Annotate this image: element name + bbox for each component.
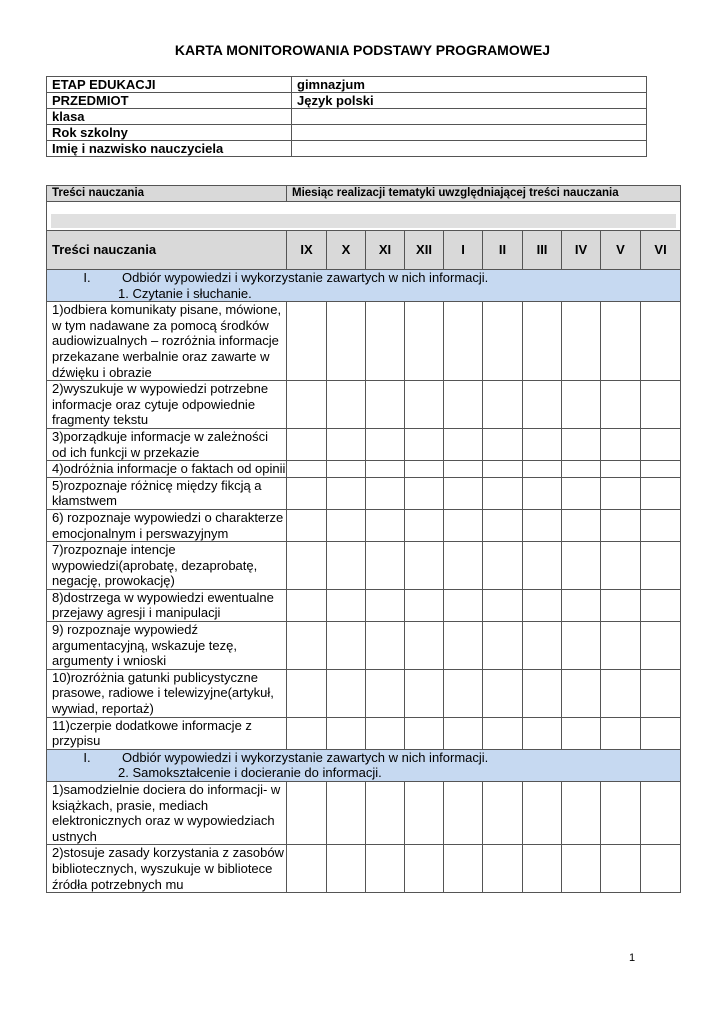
info-label: klasa	[47, 109, 292, 125]
month-cell[interactable]	[405, 669, 444, 717]
month-cell[interactable]	[601, 509, 641, 541]
month-cell[interactable]	[601, 461, 641, 478]
info-label: Imię i nazwisko nauczyciela	[47, 141, 292, 157]
month-cell[interactable]	[641, 542, 681, 590]
info-label: ETAP EDUKACJI	[47, 77, 292, 93]
curriculum-item: 9) rozpoznaje wypowiedź argumentacyjną, wskazuje tezę, argumenty i wnioski	[47, 622, 287, 670]
month-cell[interactable]	[523, 845, 562, 893]
section-header-row	[47, 270, 681, 302]
month-cell[interactable]	[601, 428, 641, 460]
month-cell[interactable]	[366, 622, 405, 670]
month-cell[interactable]	[562, 461, 601, 478]
month-cell[interactable]	[562, 381, 601, 429]
page-title: KARTA MONITOROWANIA PODSTAWY PROGRAMOWEJ	[174, 42, 551, 58]
table-row	[47, 845, 681, 893]
month-cell[interactable]	[483, 717, 523, 749]
month-cell[interactable]	[444, 381, 483, 429]
month-cell[interactable]	[327, 428, 366, 460]
month-cell[interactable]	[287, 717, 327, 749]
month-cell[interactable]	[444, 717, 483, 749]
month-cell[interactable]	[366, 589, 405, 621]
curriculum-item: 1)odbiera komunikaty pisane, mówione, w tym nadawane za pomocą środków audiowizualnych – rozróżnia informacje przekazane werbalnie oraz zawarte w dźwięku i obrazie	[47, 302, 287, 381]
month-cell[interactable]	[327, 302, 366, 381]
month-cell[interactable]	[601, 845, 641, 893]
month-cell[interactable]	[327, 477, 366, 509]
month-cell[interactable]	[287, 461, 327, 478]
curriculum-item: 4)odróżnia informacje o faktach od opinii	[47, 461, 287, 478]
month-cell[interactable]	[327, 381, 366, 429]
header-row	[47, 186, 681, 202]
info-row	[47, 77, 647, 93]
month-cell[interactable]	[405, 381, 444, 429]
curriculum-item: 3)porządkuje informacje w zależności od ich funkcji w przekazie	[47, 428, 287, 460]
month-cell[interactable]	[287, 477, 327, 509]
info-value[interactable]	[292, 141, 647, 157]
month-cell[interactable]	[483, 509, 523, 541]
month-cell[interactable]	[601, 589, 641, 621]
section-header	[47, 270, 681, 302]
month-cell[interactable]	[366, 461, 405, 478]
month-cell[interactable]	[405, 302, 444, 381]
month-cell[interactable]	[287, 542, 327, 590]
month-cell[interactable]	[483, 302, 523, 381]
table-row	[47, 669, 681, 717]
info-label: Rok szkolny	[47, 125, 292, 141]
month-cell[interactable]	[483, 845, 523, 893]
month-cell[interactable]	[287, 428, 327, 460]
month-cell[interactable]	[327, 717, 366, 749]
table-row	[47, 542, 681, 590]
month-cell[interactable]	[444, 542, 483, 590]
month-cell[interactable]	[483, 589, 523, 621]
month-cell[interactable]	[483, 622, 523, 670]
month-cell[interactable]	[444, 428, 483, 460]
month-cell[interactable]	[483, 669, 523, 717]
month-cell[interactable]	[641, 477, 681, 509]
table-row	[47, 717, 681, 749]
curriculum-item: 1)samodzielnie dociera do informacji- w książkach, prasie, mediach elektronicznych oraz w wypowiedziach ustnych	[47, 782, 287, 845]
month-cell[interactable]	[483, 477, 523, 509]
info-row	[47, 109, 647, 125]
info-value[interactable]	[292, 109, 647, 125]
month-cell[interactable]	[523, 428, 562, 460]
month-cell[interactable]	[444, 461, 483, 478]
month-header: XI	[366, 231, 405, 270]
month-header: IV	[562, 231, 601, 270]
curriculum-item: 11)czerpie dodatkowe informacje z przypisu	[47, 717, 287, 749]
month-cell[interactable]	[444, 302, 483, 381]
month-cell[interactable]	[562, 302, 601, 381]
header-spacer-row	[47, 202, 681, 231]
month-cell[interactable]	[366, 477, 405, 509]
section-subtitle: 1. Czytanie i słuchanie.	[118, 285, 252, 301]
month-cell[interactable]	[327, 782, 366, 845]
month-cell[interactable]	[366, 302, 405, 381]
month-cell[interactable]	[287, 381, 327, 429]
month-cell[interactable]	[562, 542, 601, 590]
month-cell[interactable]	[523, 461, 562, 478]
month-header: III	[523, 231, 562, 270]
table-row	[47, 381, 681, 429]
month-cell[interactable]	[641, 589, 681, 621]
month-header: VI	[641, 231, 681, 270]
month-cell[interactable]	[641, 428, 681, 460]
table-row	[47, 782, 681, 845]
month-cell[interactable]	[641, 302, 681, 381]
table-row	[47, 622, 681, 670]
month-cell[interactable]	[444, 669, 483, 717]
month-cell[interactable]	[641, 717, 681, 749]
section-header-row	[47, 749, 681, 781]
month-header: IX	[287, 231, 327, 270]
month-cell[interactable]	[405, 589, 444, 621]
curriculum-item: 10)rozróżnia gatunki publicystyczne prasowe, radiowe i telewizyjne(artykuł, wywiad, reportaż)	[47, 669, 287, 717]
curriculum-item: 5)rozpoznaje różnicę między fikcją a kłamstwem	[47, 477, 287, 509]
month-cell[interactable]	[523, 542, 562, 590]
month-cell[interactable]	[444, 782, 483, 845]
month-cell[interactable]	[327, 542, 366, 590]
month-cell[interactable]	[405, 542, 444, 590]
month-cell[interactable]	[483, 782, 523, 845]
month-cell[interactable]	[405, 622, 444, 670]
month-cell[interactable]	[523, 477, 562, 509]
month-cell[interactable]	[641, 381, 681, 429]
month-cell[interactable]	[523, 782, 562, 845]
month-cell[interactable]	[405, 717, 444, 749]
section-title: Odbiór wypowiedzi i wykorzystanie zawartych w nich informacji.	[122, 749, 489, 765]
month-cell[interactable]	[327, 461, 366, 478]
info-value[interactable]: gimnazjum	[292, 77, 647, 93]
month-cell[interactable]	[483, 381, 523, 429]
month-header: V	[601, 231, 641, 270]
month-cell[interactable]	[641, 509, 681, 541]
month-cell[interactable]	[523, 589, 562, 621]
month-cell[interactable]	[562, 782, 601, 845]
month-cell[interactable]	[444, 509, 483, 541]
info-value[interactable]: Język polski	[292, 93, 647, 109]
table-row	[47, 302, 681, 381]
month-cell[interactable]	[601, 477, 641, 509]
month-header: I	[444, 231, 483, 270]
month-cell[interactable]	[601, 381, 641, 429]
month-cell[interactable]	[405, 845, 444, 893]
header-content-label: Treści nauczania	[47, 186, 287, 202]
month-cell[interactable]	[405, 461, 444, 478]
curriculum-table	[46, 185, 681, 893]
month-cell[interactable]	[562, 717, 601, 749]
month-cell[interactable]	[483, 461, 523, 478]
month-cell[interactable]	[562, 477, 601, 509]
header-month-label: Miesiąc realizacji tematyki uwzględniającej treści nauczania	[287, 186, 681, 202]
curriculum-item: 7)rozpoznaje intencje wypowiedzi(aprobatę, dezaprobatę, negację, prowokację)	[47, 542, 287, 590]
month-cell[interactable]	[366, 428, 405, 460]
month-cell[interactable]	[287, 845, 327, 893]
month-cell[interactable]	[287, 589, 327, 621]
month-cell[interactable]	[287, 509, 327, 541]
info-label: PRZEDMIOT	[47, 93, 292, 109]
curriculum-item: 8)dostrzega w wypowiedzi ewentualne przejawy agresji i manipulacji	[47, 589, 287, 621]
table-row	[47, 477, 681, 509]
month-cell[interactable]	[405, 509, 444, 541]
month-cell[interactable]	[523, 381, 562, 429]
month-cell[interactable]	[601, 302, 641, 381]
month-cell[interactable]	[366, 381, 405, 429]
section-title: Odbiór wypowiedzi i wykorzystanie zawartych w nich informacji.	[122, 270, 489, 285]
month-cell[interactable]	[641, 845, 681, 893]
month-cell[interactable]	[444, 622, 483, 670]
month-cell[interactable]	[641, 782, 681, 845]
month-cell[interactable]	[601, 669, 641, 717]
month-cell[interactable]	[562, 622, 601, 670]
month-cell[interactable]	[444, 477, 483, 509]
month-cell[interactable]	[641, 461, 681, 478]
month-cell[interactable]	[523, 509, 562, 541]
month-cell[interactable]	[405, 428, 444, 460]
month-cell[interactable]	[327, 669, 366, 717]
month-header: II	[483, 231, 523, 270]
month-cell[interactable]	[601, 717, 641, 749]
month-cell[interactable]	[601, 782, 641, 845]
month-cell[interactable]	[641, 622, 681, 670]
month-cell[interactable]	[287, 302, 327, 381]
month-cell[interactable]	[287, 782, 327, 845]
table-row	[47, 428, 681, 460]
info-value[interactable]	[292, 125, 647, 141]
month-cell[interactable]	[366, 845, 405, 893]
header-spacer	[47, 202, 681, 231]
table-row	[47, 589, 681, 621]
curriculum-item: 2)stosuje zasady korzystania z zasobów bibliotecznych, wyszukuje w bibliotece źródła potrzebnych mu	[47, 845, 287, 893]
month-header-row	[47, 231, 681, 270]
month-cell[interactable]	[523, 717, 562, 749]
month-cell[interactable]	[366, 542, 405, 590]
month-cell[interactable]	[523, 669, 562, 717]
month-cell[interactable]	[366, 669, 405, 717]
month-cell[interactable]	[327, 622, 366, 670]
info-row	[47, 141, 647, 157]
month-cell[interactable]	[562, 669, 601, 717]
month-cell[interactable]	[562, 845, 601, 893]
curriculum-item: 6) rozpoznaje wypowiedzi o charakterze emocjonalnym i perswazyjnym	[47, 509, 287, 541]
section-header	[47, 749, 681, 781]
month-cell[interactable]	[562, 589, 601, 621]
row-label-header: Treści nauczania	[47, 231, 287, 270]
month-cell[interactable]	[483, 542, 523, 590]
month-cell[interactable]	[327, 845, 366, 893]
month-cell[interactable]	[444, 589, 483, 621]
info-row	[47, 93, 647, 109]
month-cell[interactable]	[287, 669, 327, 717]
info-table	[46, 76, 647, 157]
month-cell[interactable]	[405, 477, 444, 509]
month-cell[interactable]	[562, 509, 601, 541]
table-row	[47, 461, 681, 478]
month-header: X	[327, 231, 366, 270]
page-number: 1	[629, 952, 636, 964]
table-row	[47, 509, 681, 541]
section-number: I.	[83, 749, 91, 765]
month-cell[interactable]	[287, 622, 327, 670]
month-cell[interactable]	[523, 302, 562, 381]
month-cell[interactable]	[327, 509, 366, 541]
month-cell[interactable]	[483, 428, 523, 460]
month-cell[interactable]	[405, 782, 444, 845]
month-cell[interactable]	[601, 622, 641, 670]
month-cell[interactable]	[523, 622, 562, 670]
curriculum-item: 2)wyszukuje w wypowiedzi potrzebne informacje oraz cytuje odpowiednie fragmenty tekstu	[47, 381, 287, 429]
month-cell[interactable]	[601, 542, 641, 590]
month-cell[interactable]	[562, 428, 601, 460]
section-subtitle: 2. Samokształcenie i docieranie do informacji.	[118, 765, 382, 781]
month-cell[interactable]	[327, 589, 366, 621]
month-cell[interactable]	[366, 509, 405, 541]
section-number: I.	[83, 270, 91, 285]
info-row	[47, 125, 647, 141]
month-cell[interactable]	[366, 717, 405, 749]
month-cell[interactable]	[366, 782, 405, 845]
month-header: XII	[405, 231, 444, 270]
month-cell[interactable]	[641, 669, 681, 717]
month-cell[interactable]	[444, 845, 483, 893]
